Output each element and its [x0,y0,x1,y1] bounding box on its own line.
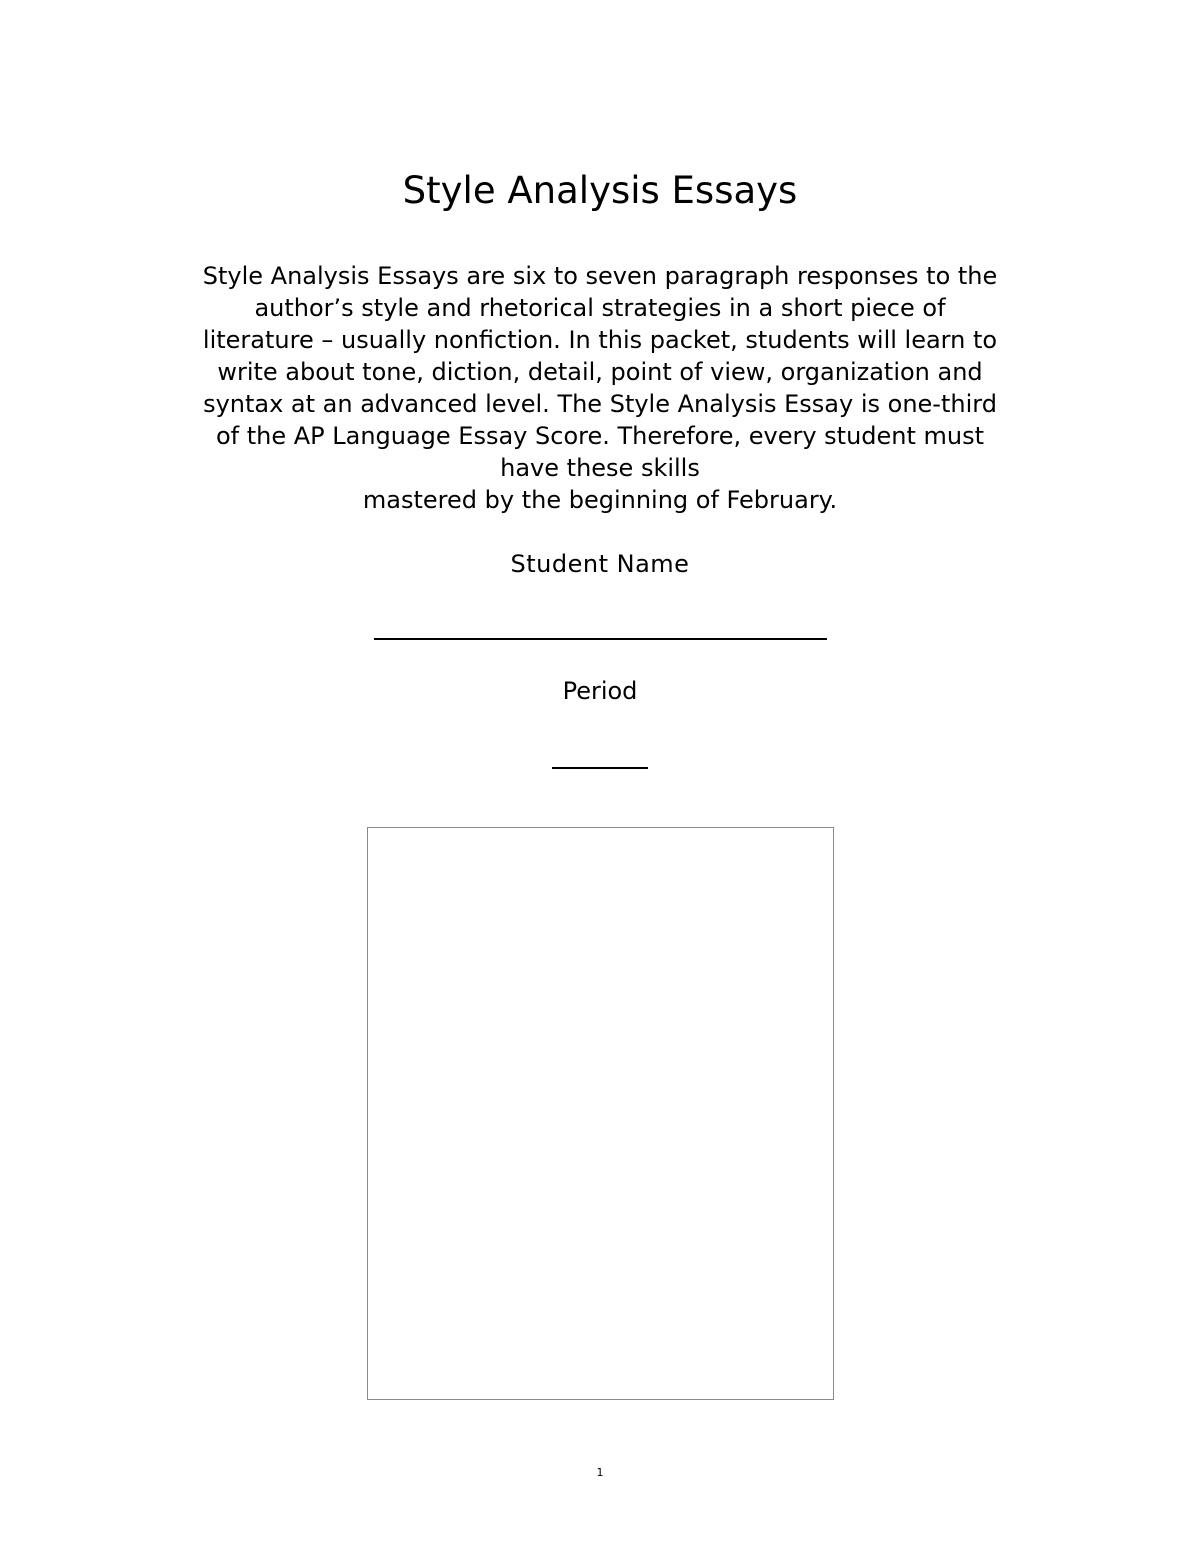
period-blank-line [552,767,648,769]
intro-line: literature – usually nonfiction. In this packet, students will learn to [202,326,998,354]
student-name-label: Student Name [510,550,690,578]
student-name-blank-line [374,638,827,640]
document-title: Style Analysis Essays [402,169,798,212]
intro-line: mastered by the beginning of February. [362,486,838,514]
page-number: 1 [596,1466,604,1479]
period-label: Period [562,677,638,705]
image-placeholder-frame [367,827,834,1400]
intro-line: write about tone, diction, detail, point of view, organization and [217,358,983,386]
intro-line: syntax at an advanced level. The Style Analysis Essay is one-third [203,390,997,418]
intro-line: author’s style and rhetorical strategies in a short piece of [254,294,946,322]
intro-line: of the AP Language Essay Score. Therefore, every student must [215,422,985,450]
intro-line: have these skills [500,454,700,482]
intro-paragraph [140,260,1060,516]
intro-line: Style Analysis Essays are six to seven paragraph responses to the [202,262,998,290]
